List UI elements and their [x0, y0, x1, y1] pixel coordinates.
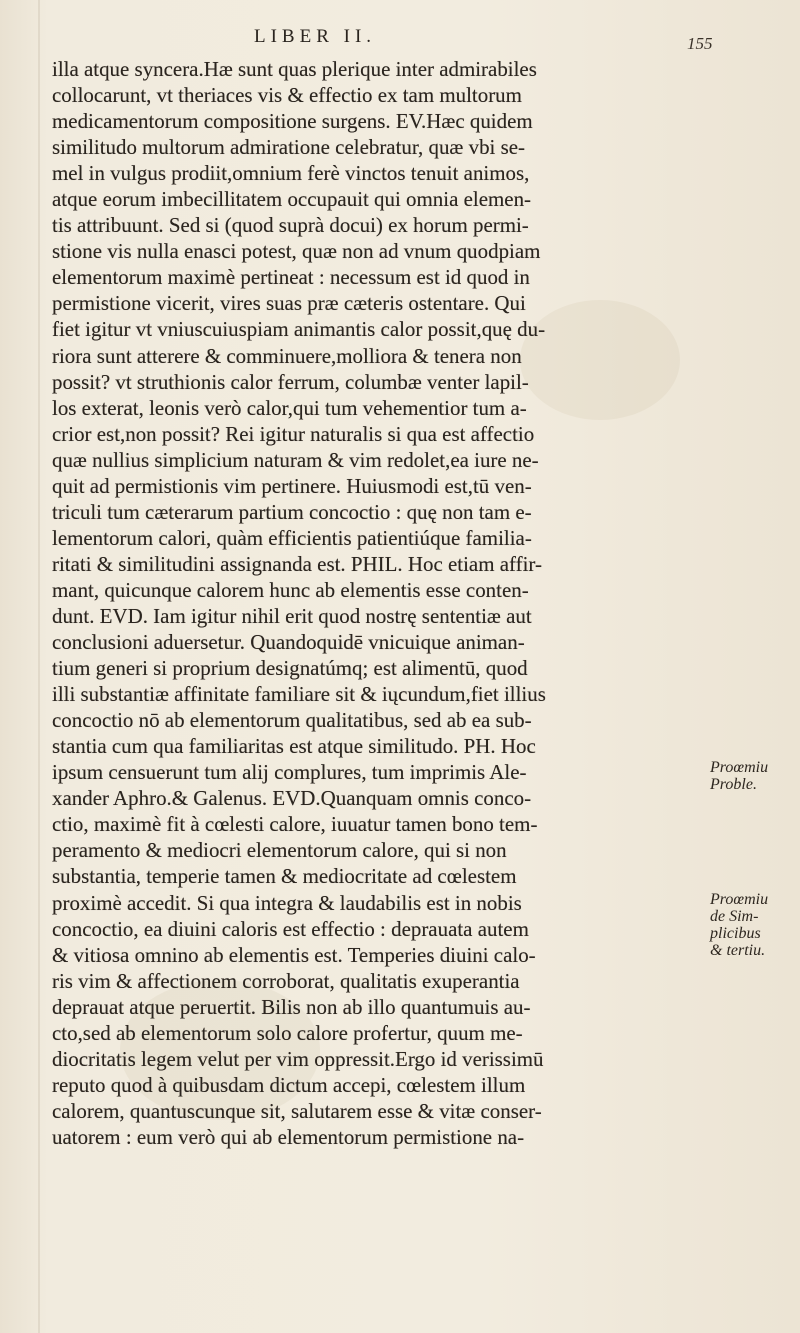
- text-line: triculi tum cæterarum partium concoctio : quę non tam e-: [52, 499, 532, 524]
- text-line: ris vim & affectionem corroborat, qualitatis exuperantia: [52, 968, 520, 993]
- text-line: deprauat atque peruertit. Bilis non ab illo quantumuis au-: [52, 994, 531, 1019]
- margin-note-line: Proœmiu: [710, 759, 769, 776]
- text-line: cto,sed ab elementorum solo calore profertur, quum me-: [52, 1020, 523, 1045]
- text-line: riora sunt atterere & comminuere,molliora & tenera non: [52, 343, 522, 368]
- text-line: xander Aphro.& Galenus. EVD.Quanquam omnis conco-: [52, 786, 532, 811]
- page-gutter-shadow: [38, 0, 40, 1333]
- text-line: ipsum censuerunt tum alij complures, tum imprimis Ale-: [52, 760, 527, 785]
- text-line: los exterat, leonis verò calor,qui tum vehementior tum a-: [52, 395, 527, 420]
- text-line: proximè accedit. Si qua integra & laudabilis est in nobis: [52, 890, 522, 915]
- text-line: illa atque syncera.Hæ sunt quas plerique inter admirabiles: [52, 57, 537, 81]
- text-line: concoctio, ea diuini caloris est effectio : deprauata autem: [52, 916, 529, 941]
- text-line: possit? vt struthionis calor ferrum, columbæ venter lapil-: [52, 369, 529, 394]
- text-line: mant, quicunque calorem hunc ab elementis esse conten-: [52, 577, 529, 602]
- margin-note-proemii-problem: [710, 759, 768, 793]
- text-line: similitudo multorum admiratione celebratur, quæ vbi se-: [52, 135, 526, 160]
- text-line: ctio, maximè fit à cœlesti calore, iuuatur tamen bono tem-: [52, 812, 538, 837]
- text-line: quit ad permistionis vim pertinere. Huiusmodi est,tū ven-: [52, 473, 532, 498]
- text-line: substantia, temperie tamen & mediocritate ad cœlestem: [52, 864, 517, 889]
- text-line: mel in vulgus prodiit,omnium ferè vinctos tenuit animos,: [52, 161, 530, 186]
- text-line: elementorum maximè pertineat : necessum est id quod in: [52, 265, 530, 290]
- text-line: concoctio nō ab elementorum qualitatibus, sed ab ea sub-: [52, 708, 532, 733]
- text-line: & vitiosa omnino ab elementis est. Temperies diuini calo-: [52, 942, 536, 967]
- text-line: collocarunt, vt theriaces vis & effectio ex tam multorum: [52, 83, 522, 108]
- text-line: tis attribuunt. Sed si (quod suprà docui) ex horum permi-: [52, 213, 529, 238]
- page-number: 155: [687, 34, 713, 53]
- text-line: uatorem : eum verò qui ab elementorum permistione na-: [52, 1124, 525, 1149]
- text-line: crior est,non possit? Rei igitur naturalis si qua est affectio: [52, 421, 535, 446]
- text-line: atque eorum imbecillitatem occupauit qui omnia elemen-: [52, 187, 532, 212]
- margin-note-proemii-de-simplicibus: [710, 891, 768, 959]
- text-line: peramento & mediocri elementorum calore, qui si non: [52, 838, 507, 863]
- text-line: illi substantiæ affinitate familiare sit & iųcundum,fiet illius: [52, 682, 546, 707]
- margin-note-line: plicibus: [710, 925, 761, 942]
- text-line: tium generi si proprium designatúmq; est alimentū, quod: [52, 656, 528, 681]
- margin-note-line: Proble.: [710, 776, 757, 793]
- text-line: stantia cum qua familiaritas est atque similitudo. PH. Hoc: [52, 734, 536, 759]
- text-line: fiet igitur vt vniuscuiuspiam animantis calor possit,quę du-: [52, 317, 546, 342]
- running-head: [0, 26, 720, 52]
- text-line: stione vis nulla enasci potest, quæ non ad vnum quodpiam: [52, 239, 541, 264]
- text-line: permistione vicerit, vires suas præ cæteris ostentare. Qui: [52, 291, 526, 316]
- text-line: reputo quod à quibusdam dictum accepi, cœlestem illum: [52, 1072, 526, 1097]
- body-text: [52, 56, 702, 1150]
- text-line: diocritatis legem velut per vim oppressit.Ergo id verissimū: [52, 1046, 544, 1071]
- text-line: medicamentorum compositione surgens. EV.Hæc quidem: [52, 109, 533, 134]
- margin-note-line: & tertiu.: [710, 942, 766, 959]
- text-line: lementorum calori, quàm efficientis patientiúque familia-: [52, 525, 532, 550]
- margin-note-line: de Sim-: [710, 908, 759, 925]
- margin-note-line: Proœmiu: [710, 891, 769, 908]
- text-line: conclusioni aduersetur. Quandoquidē vnicuique animan-: [52, 630, 525, 655]
- book-section-title: LIBER II.: [254, 26, 377, 47]
- text-line: dunt. EVD. Iam igitur nihil erit quod nostrę sententiæ aut: [52, 603, 532, 628]
- text-line: ritati & similitudini assignanda est. PHIL. Hoc etiam affir-: [52, 551, 542, 576]
- text-line: calorem, quantuscunque sit, salutarem esse & vitæ conser-: [52, 1098, 542, 1123]
- text-line: quæ nullius simplicium naturam & vim redolet,ea iure ne-: [52, 447, 539, 472]
